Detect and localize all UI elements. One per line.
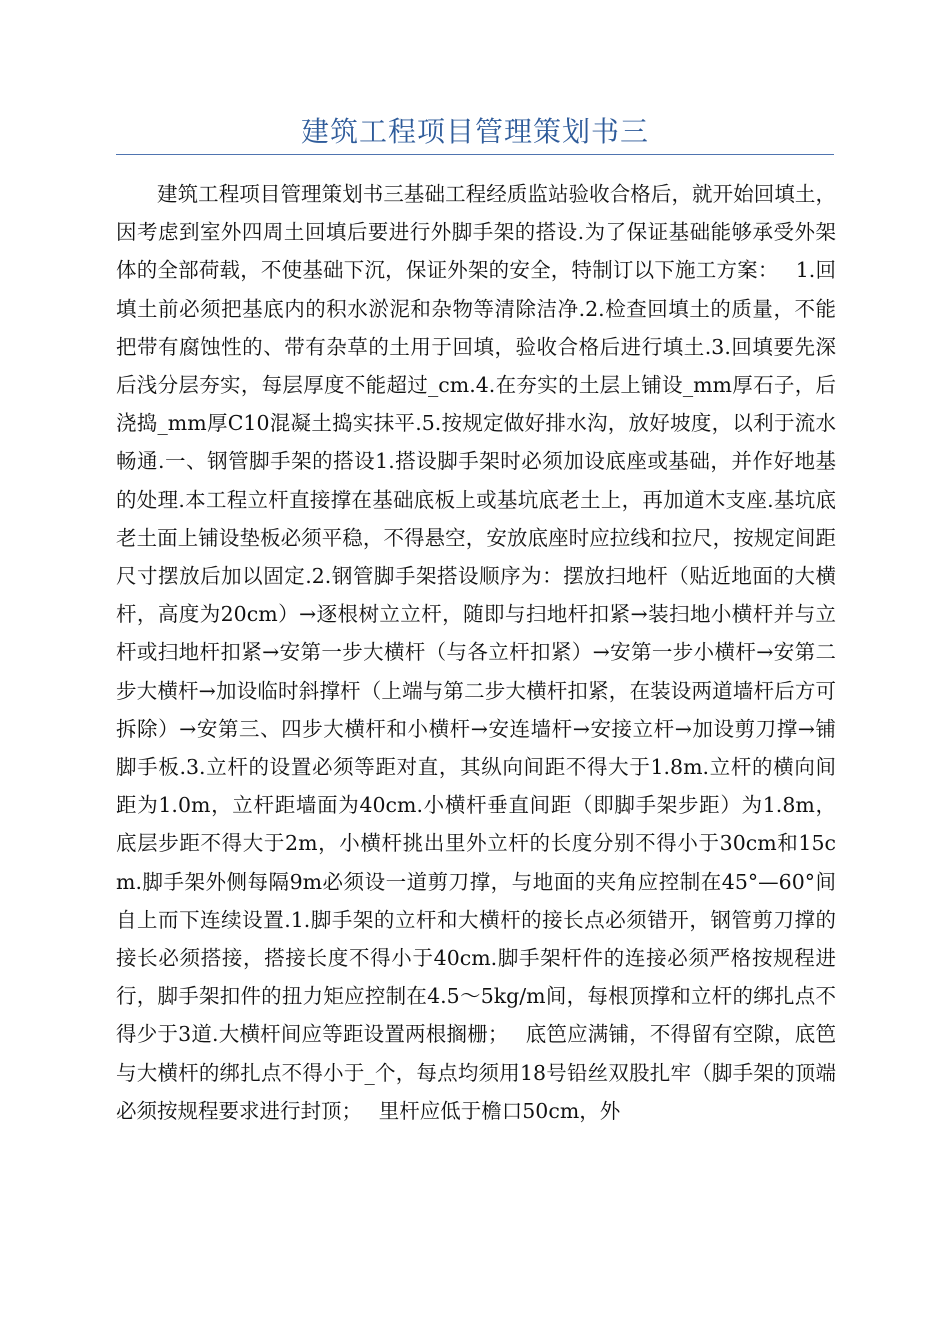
title-underline	[116, 154, 834, 155]
page-title: 建筑工程项目管理策划书三	[300, 115, 649, 148]
body-paragraph: 建筑工程项目管理策划书三基础工程经质监站验收合格后，就开始回填土，因考虑到室外四周土回填后要进行外脚手架的搭设.为了保证基础能够承受外架体的全部荷载，不使基础下沉，保证外架的安全，特制订以下施工方案： 1.回填土前必须把基底内的积水淤泥和杂物等清除洁净.2.检查回填土的质量，不能把带有腐蚀性的、带有杂草的土用于回填，验收合格后进行填土.3.回填要先深后浅分层夯实，每层厚度不能超过_cm.4.在夯实的土层上铺设_mm厚石子，后浇捣_mm厚C10混凝土捣实抹平.5.按规定做好排水沟，放好坡度，以利于流水畅通.一、钢管脚手架的搭设1.搭设脚手架时必须加设底座或基础，并作好地基的处理.本工程立杆直接撑在基础底板上或基坑底老土上，再加道木支座.基坑底老土面上铺设垫板必须平稳，不得悬空，安放底座时应拉线和拉尺，按规定间距尺寸摆放后加以固定.2.钢管脚手架搭设顺序为：摆放扫地杆（贴近地面的大横杆，高度为20cm）→逐根树立立杆，随即与扫地杆扣紧→装扫地小横杆并与立杆或扫地杆扣紧→安第一步大横杆（与各立杆扣紧）→安第一步小横杆→安第二步大横杆→加设临时斜撑杆（上端与第二步大横杆扣紧，在装设两道墙杆后方可拆除）→安第三、四步大横杆和小横杆→安连墙杆→安接立杆→加设剪刀撑→铺脚手板.3.立杆的设置必须等距对直，其纵向间距不得大于1.8m.立杆的横向间距为1.0m，立杆距墙面为40cm.小横杆垂直间距（即脚手架步距）为1.8m，底层步距不得大于2m，小横杆挑出里外立杆的长度分别不得小于30cm和15cm.脚手架外侧每隔9m必须设一道剪刀撑，与地面的夹角应控制在45°—60°间自上而下连续设置.1.脚手架的立杆和大横杆的接长点必须错开，钢管剪刀撑的接长必须搭接，搭接长度不得小于40cm.脚手架杆件的连接必须严格按规程进行，脚手架扣件的扭力矩应控制在4.5～5kg/m间，每根顶撑和立杆的绑扎点不得少于3道.大横杆间应等距设置两根搁栅； 底笆应满铺，不得留有空隙，底笆与大横杆的绑扎点不得小于_个，每点均须用18号铅丝双股扎牢（脚手架的顶端必须按规程要求进行封顶； 里杆应低于檐口50cm，外	[116, 182, 836, 1123]
